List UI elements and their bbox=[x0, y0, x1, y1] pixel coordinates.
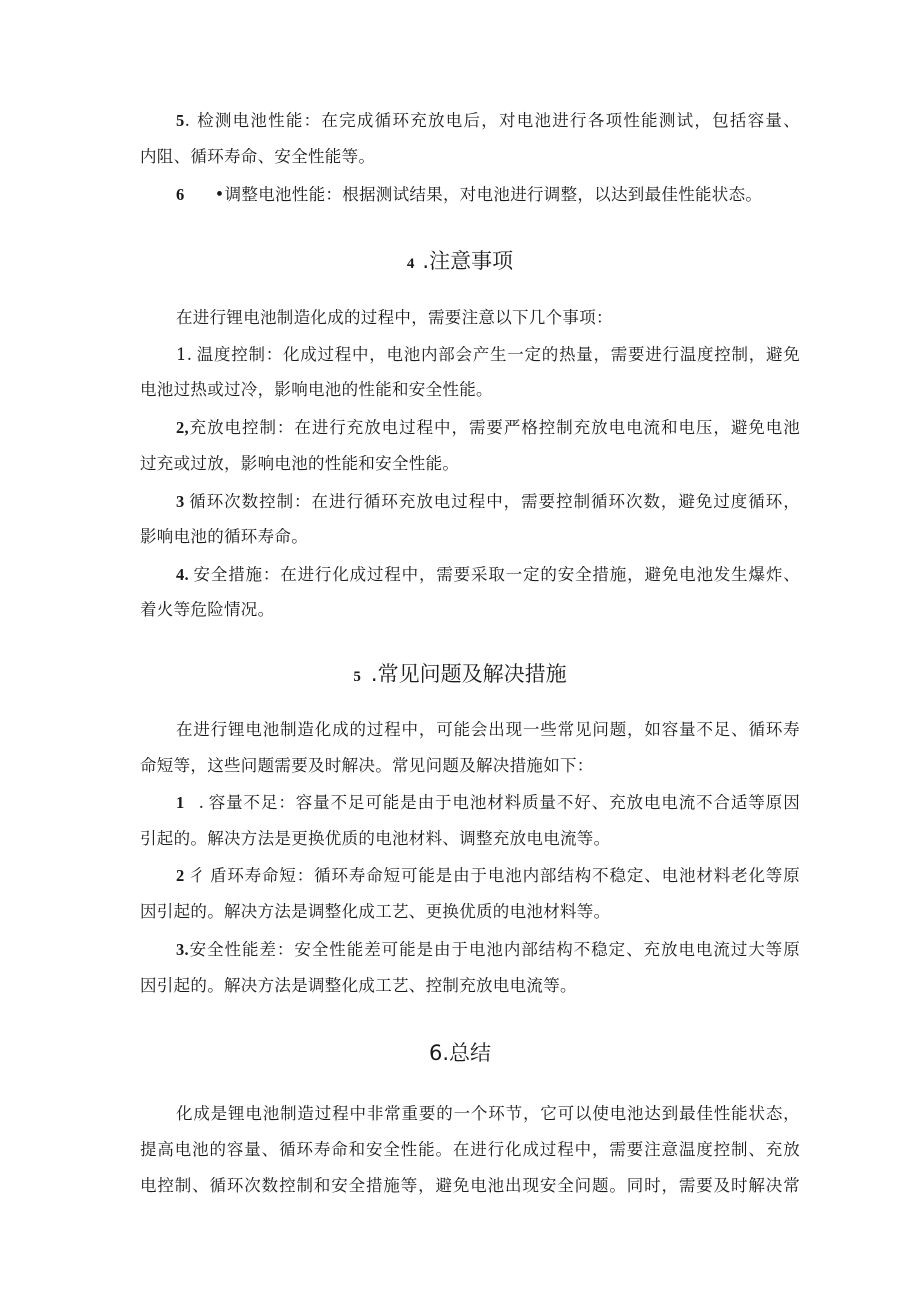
section-6-line-3: 电控制、循环次数控制和安全措施等，避免电池出现安全问题。同时，需要及时解决常 bbox=[140, 1176, 800, 1195]
section-5-item-2-separator: 彳 bbox=[188, 866, 206, 885]
section-4-heading bbox=[0, 246, 920, 279]
section-4-item-1-number: 1. bbox=[176, 345, 193, 364]
step-6-text: 调整电池性能：根据测试结果，对电池进行调整，以达到最佳性能状态。 bbox=[224, 185, 763, 204]
section-5-item-2-number: 2 bbox=[176, 866, 185, 885]
section-4-item-1-line-1 bbox=[176, 343, 800, 367]
section-5-item-1-separator: . bbox=[198, 793, 205, 812]
section-4-item-3-line-1 bbox=[176, 490, 800, 514]
section-4-item-2-number: 2, bbox=[176, 418, 189, 437]
section-4-item-1-text: 温度控制：化成过程中，电池内部会产生一定的热量，需要进行温度控制，避免 bbox=[196, 345, 800, 364]
section-6-line-2: 提高电池的容量、循环寿命和安全性能。在进行化成过程中，需要注意温度控制、充放 bbox=[140, 1140, 800, 1159]
section-4-item-1-line-2: 电池过热或过冷，影响电池的性能和安全性能。 bbox=[140, 380, 493, 399]
section-5-heading bbox=[0, 659, 920, 692]
section-5-item-2-text: 盾环寿命短：循环寿命短可能是由于电池内部结构不稳定、电池材料老化等原 bbox=[209, 866, 800, 885]
section-4-item-3-number: 3 bbox=[176, 492, 185, 511]
section-4-item-2-line-2: 过充或过放，影响电池的性能和安全性能。 bbox=[140, 454, 460, 473]
section-5-item-1-line-2: 引起的。解决方法是更换优质的电池材料、调整充放电电流等。 bbox=[140, 829, 611, 848]
step-5-line-2: 内阻、循环寿命、安全性能等。 bbox=[140, 147, 376, 166]
section-5-item-2-line-1 bbox=[176, 864, 800, 888]
section-6-line-1: 化成是锂电池制造过程中非常重要的一个环节，它可以使电池达到最佳性能状态， bbox=[176, 1104, 800, 1123]
section-5-title: .常见问题及解决措施 bbox=[370, 662, 567, 686]
step-5-text: 检测电池性能：在完成循环充放电后，对电池进行各项性能测试，包括容量、 bbox=[196, 111, 800, 130]
step-6-bullet: • bbox=[214, 185, 225, 204]
section-6-heading: 6.总结 bbox=[428, 1041, 492, 1065]
section-5-intro-line-2: 命短等，这些问题需要及时解决。常见问题及解决措施如下： bbox=[140, 756, 594, 775]
step-5-number: 5 bbox=[176, 111, 185, 130]
section-5-item-3-number: 3. bbox=[176, 940, 189, 959]
section-4-item-3-line-2: 影响电池的循环寿命。 bbox=[140, 527, 308, 546]
section-4-item-4-line-1 bbox=[176, 563, 800, 587]
section-4-item-3-text: 循环次数控制：在进行循环充放电过程中，需要控制循环次数，避免过度循环， bbox=[188, 492, 800, 511]
step-5-separator: . bbox=[184, 111, 191, 130]
section-5-item-1-number: 1 bbox=[176, 793, 185, 812]
section-4-item-4-number: 4. bbox=[176, 565, 189, 584]
section-5-item-1-text: 容量不足：容量不足可能是由于电池材料质量不好、充放电电流不合适等原因 bbox=[208, 793, 800, 812]
section-4-item-4-line-2: 着火等危险情况。 bbox=[140, 600, 275, 619]
section-4-title: .注意事项 bbox=[422, 249, 514, 273]
section-4-number: 4 bbox=[406, 256, 415, 272]
section-5-number: 5 bbox=[353, 669, 361, 685]
section-5-item-1-line-1 bbox=[176, 791, 800, 815]
section-5-item-3-line-1 bbox=[176, 938, 800, 962]
step-6-number: 6 bbox=[176, 185, 185, 204]
step-6-line bbox=[176, 183, 800, 207]
section-5-item-3-line-2: 因引起的。解决方法是调整化成工艺、控制充放电电流等。 bbox=[140, 976, 577, 995]
section-4-intro: 在进行锂电池制造化成的过程中，需要注意以下几个事项： bbox=[176, 308, 613, 327]
section-4-item-2-text: 充放电控制：在进行充放电过程中，需要严格控制充放电电流和电压，避免电池 bbox=[188, 418, 800, 437]
section-5-item-2-line-2: 因引起的。解决方法是调整化成工艺、更换优质的电池材料等。 bbox=[140, 902, 611, 921]
step-5-line-1 bbox=[176, 109, 800, 133]
section-5-item-3-text: 安全性能差：安全性能差可能是由于电池内部结构不稳定、充放电电流过大等原 bbox=[188, 940, 800, 959]
section-5-intro-line-1: 在进行锂电池制造化成的过程中，可能会出现一些常见问题，如容量不足、循环寿 bbox=[176, 720, 800, 739]
section-4-item-2-line-1 bbox=[176, 416, 800, 440]
section-4-item-4-text: 安全措施：在进行化成过程中，需要采取一定的安全措施，避免电池发生爆炸、 bbox=[192, 565, 800, 584]
